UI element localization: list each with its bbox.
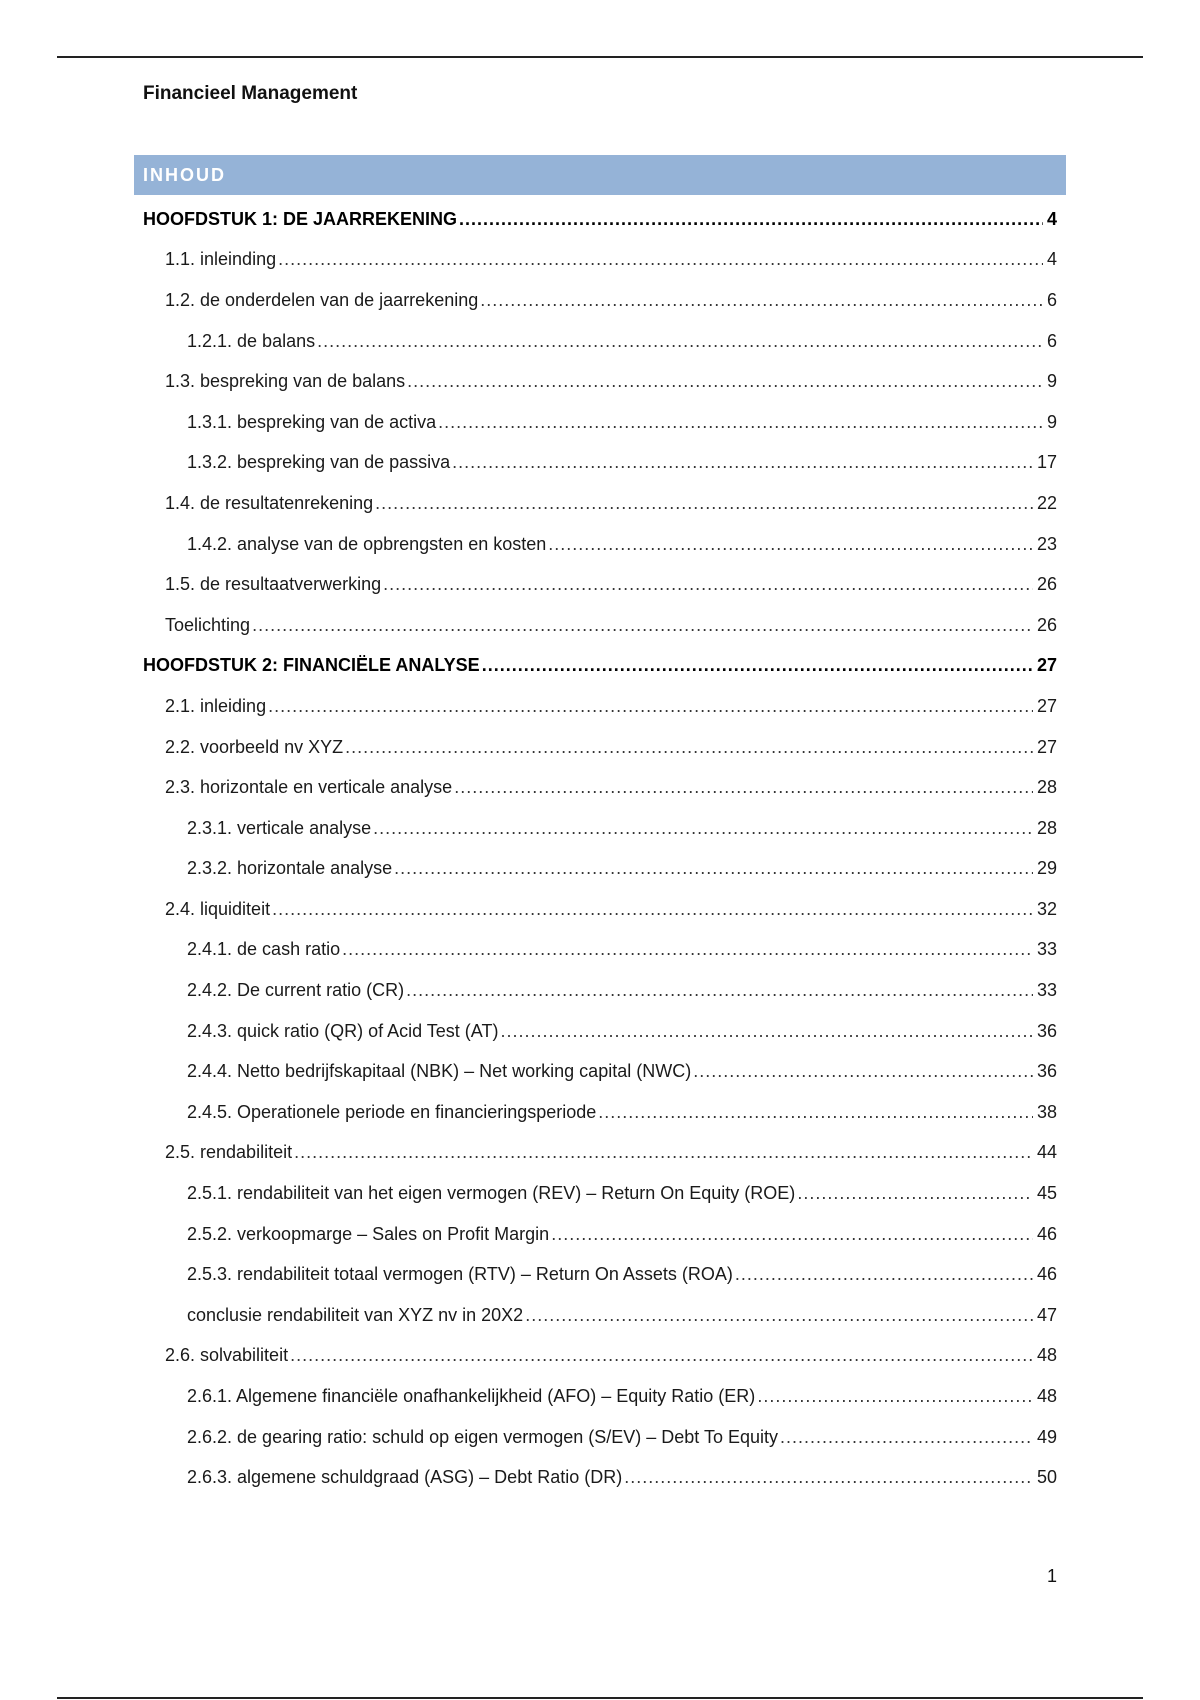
page-number: 1	[1046, 1566, 1057, 1586]
toc-dot-leader	[394, 858, 1033, 879]
toc-entry-page: 50	[1036, 1467, 1057, 1488]
toc-entry-page: 27	[1036, 695, 1057, 716]
toc-dot-leader	[693, 1061, 1033, 1082]
toc-entry-title: 1.1. inleinding	[165, 249, 277, 270]
toc-entry-title: 2.3. horizontale en verticale analyse	[165, 777, 453, 798]
toc-dot-leader	[407, 371, 1043, 392]
toc-entry-title: 2.4.2. De current ratio (CR)	[187, 980, 405, 1001]
toc-dot-leader	[454, 777, 1033, 798]
toc-dot-leader	[500, 1021, 1033, 1042]
toc-section-entry[interactable]	[143, 1254, 1057, 1295]
toc-section-entry[interactable]	[143, 1336, 1057, 1377]
toc-entry-title: 2.6.3. algemene schuldgraad (ASG) – Debt Ratio (DR)	[187, 1467, 623, 1488]
table-of-contents	[143, 199, 1057, 1498]
toc-entry-title: 2.4.1. de cash ratio	[187, 939, 341, 960]
toc-section-entry[interactable]	[143, 605, 1057, 646]
toc-section-entry[interactable]	[143, 1051, 1057, 1092]
toc-section-entry[interactable]	[143, 889, 1057, 930]
toc-entry-title: Toelichting	[165, 614, 251, 635]
toc-dot-leader	[551, 1224, 1033, 1245]
toc-section-entry[interactable]	[143, 1133, 1057, 1174]
toc-entry-page: 26	[1036, 574, 1057, 595]
toc-section-entry[interactable]	[143, 1214, 1057, 1255]
document-header-title: Financieel Management	[143, 83, 358, 104]
toc-entry-page: 44	[1036, 1142, 1057, 1163]
toc-section-entry[interactable]	[143, 686, 1057, 727]
toc-dot-leader	[757, 1386, 1033, 1407]
toc-entry-page: 28	[1036, 777, 1057, 798]
toc-entry-title: HOOFDSTUK 1: DE JAARREKENING	[143, 208, 458, 229]
toc-chapter-entry[interactable]	[143, 199, 1057, 240]
toc-section-entry[interactable]	[143, 564, 1057, 605]
toc-entry-page: 6	[1046, 289, 1057, 310]
toc-dot-leader	[624, 1467, 1033, 1488]
toc-section-entry[interactable]	[143, 767, 1057, 808]
toc-entry-page: 49	[1036, 1426, 1057, 1447]
toc-entry-page: 46	[1036, 1223, 1057, 1244]
toc-entry-title: 2.2. voorbeeld nv XYZ	[165, 736, 344, 757]
toc-entry-title: 2.5. rendabiliteit	[165, 1142, 293, 1163]
toc-entry-page: 9	[1046, 411, 1057, 432]
toc-entry-title: 2.6. solvabiliteit	[165, 1345, 289, 1366]
toc-section-entry[interactable]	[143, 727, 1057, 768]
toc-entry-page: 46	[1036, 1264, 1057, 1285]
toc-entry-title: 2.1. inleiding	[165, 695, 267, 716]
toc-dot-leader	[317, 331, 1043, 352]
toc-heading-banner	[134, 155, 1066, 195]
toc-section-entry[interactable]	[143, 970, 1057, 1011]
toc-dot-leader	[272, 899, 1033, 920]
toc-section-entry[interactable]	[143, 361, 1057, 402]
toc-dot-leader	[342, 939, 1033, 960]
toc-entry-page: 17	[1036, 452, 1057, 473]
toc-section-entry[interactable]	[143, 524, 1057, 565]
toc-section-entry[interactable]	[143, 1376, 1057, 1417]
toc-entry-title: 2.6.1. Algemene financiële onafhankelijkheid (AFO) – Equity Ratio (ER)	[187, 1386, 756, 1407]
toc-section-entry[interactable]	[143, 240, 1057, 281]
toc-entry-title: 1.5. de resultaatverwerking	[165, 574, 382, 595]
toc-entry-page: 48	[1036, 1386, 1057, 1407]
toc-dot-leader	[452, 452, 1033, 473]
toc-entry-title: 1.2. de onderdelen van de jaarrekening	[165, 289, 479, 310]
toc-dot-leader	[548, 534, 1033, 555]
toc-dot-leader	[345, 737, 1033, 758]
toc-section-entry[interactable]	[143, 402, 1057, 443]
toc-entry-title: 1.2.1. de balans	[187, 330, 316, 351]
toc-entry-title: 2.4.4. Netto bedrijfskapitaal (NBK) – Net working capital (NWC)	[187, 1061, 692, 1082]
toc-entry-title: 1.4. de resultatenrekening	[165, 492, 374, 513]
toc-entry-page: 27	[1036, 736, 1057, 757]
toc-heading: INHOUD	[143, 164, 226, 185]
toc-section-entry[interactable]	[143, 1417, 1057, 1458]
toc-entry-title: 2.5.2. verkoopmarge – Sales on Profit Margin	[187, 1223, 550, 1244]
toc-dot-leader	[459, 209, 1043, 230]
footer-rule	[57, 1697, 1143, 1699]
toc-dot-leader	[598, 1102, 1033, 1123]
toc-chapter-entry[interactable]	[143, 646, 1057, 687]
toc-dot-leader	[375, 493, 1033, 514]
toc-entry-page: 45	[1036, 1183, 1057, 1204]
toc-entry-title: 2.6.2. de gearing ratio: schuld op eigen vermogen (S/EV) – Debt To Equity	[187, 1426, 779, 1447]
toc-entry-page: 9	[1046, 371, 1057, 392]
toc-entry-title: conclusie rendabiliteit van XYZ nv in 20X2	[187, 1304, 524, 1325]
toc-entry-page: 6	[1046, 330, 1057, 351]
toc-dot-leader	[373, 818, 1033, 839]
toc-dot-leader	[252, 615, 1033, 636]
toc-section-entry[interactable]	[143, 1011, 1057, 1052]
toc-entry-page: 22	[1036, 492, 1057, 513]
toc-dot-leader	[278, 249, 1043, 270]
toc-dot-leader	[525, 1305, 1033, 1326]
header-rule	[57, 56, 1143, 58]
toc-entry-page: 36	[1036, 1061, 1057, 1082]
toc-section-entry[interactable]	[143, 483, 1057, 524]
toc-entry-title: 2.4.5. Operationele periode en financieringsperiode	[187, 1101, 597, 1122]
toc-entry-title: 1.3.1. bespreking van de activa	[187, 411, 437, 432]
toc-dot-leader	[406, 980, 1033, 1001]
toc-dot-leader	[480, 290, 1043, 311]
toc-entry-page: 26	[1036, 614, 1057, 635]
toc-dot-leader	[797, 1183, 1033, 1204]
toc-entry-page: 48	[1036, 1345, 1057, 1366]
toc-section-entry[interactable]	[143, 930, 1057, 971]
toc-entry-page: 27	[1036, 655, 1057, 676]
toc-section-entry[interactable]	[143, 808, 1057, 849]
toc-section-entry[interactable]	[143, 1092, 1057, 1133]
toc-section-entry[interactable]	[143, 443, 1057, 484]
toc-entry-page: 36	[1036, 1020, 1057, 1041]
toc-dot-leader	[438, 412, 1043, 433]
toc-entry-page: 23	[1036, 533, 1057, 554]
toc-dot-leader	[780, 1427, 1033, 1448]
toc-entry-title: 2.5.3. rendabiliteit totaal vermogen (RTV) – Return On Assets (ROA)	[187, 1264, 733, 1285]
toc-entry-page: 4	[1046, 249, 1057, 270]
toc-entry-page: 33	[1036, 980, 1057, 1001]
toc-entry-title: 2.4.3. quick ratio (QR) of Acid Test (AT)	[187, 1020, 499, 1041]
toc-entry-page: 28	[1036, 817, 1057, 838]
toc-entry-title: 2.3.2. horizontale analyse	[187, 858, 393, 879]
toc-entry-page: 32	[1036, 898, 1057, 919]
toc-entry-title: 2.4. liquiditeit	[165, 898, 271, 919]
toc-entry-page: 47	[1036, 1304, 1057, 1325]
toc-entry-title: 2.3.1. verticale analyse	[187, 817, 372, 838]
toc-dot-leader	[482, 655, 1033, 676]
toc-section-entry[interactable]	[143, 280, 1057, 321]
toc-dot-leader	[383, 574, 1033, 595]
toc-section-entry[interactable]	[143, 1173, 1057, 1214]
toc-dot-leader	[268, 696, 1033, 717]
toc-entry-title: 1.3.2. bespreking van de passiva	[187, 452, 451, 473]
toc-entry-title: HOOFDSTUK 2: FINANCIËLE ANALYSE	[143, 655, 480, 676]
toc-dot-leader	[290, 1345, 1033, 1366]
toc-section-entry[interactable]	[143, 321, 1057, 362]
toc-section-entry[interactable]	[143, 849, 1057, 890]
toc-entry-page: 29	[1036, 858, 1057, 879]
toc-entry-title: 1.3. bespreking van de balans	[165, 371, 406, 392]
toc-entry-page: 4	[1046, 208, 1057, 229]
toc-dot-leader	[735, 1264, 1033, 1285]
toc-section-entry[interactable]	[143, 1295, 1057, 1336]
toc-entry-title: 2.5.1. rendabiliteit van het eigen vermogen (REV) – Return On Equity (ROE)	[187, 1183, 796, 1204]
toc-entry-page: 38	[1036, 1101, 1057, 1122]
toc-dot-leader	[294, 1142, 1033, 1163]
toc-entry-title: 1.4.2. analyse van de opbrengsten en kosten	[187, 533, 547, 554]
toc-entry-page: 33	[1036, 939, 1057, 960]
toc-section-entry[interactable]	[143, 1457, 1057, 1498]
